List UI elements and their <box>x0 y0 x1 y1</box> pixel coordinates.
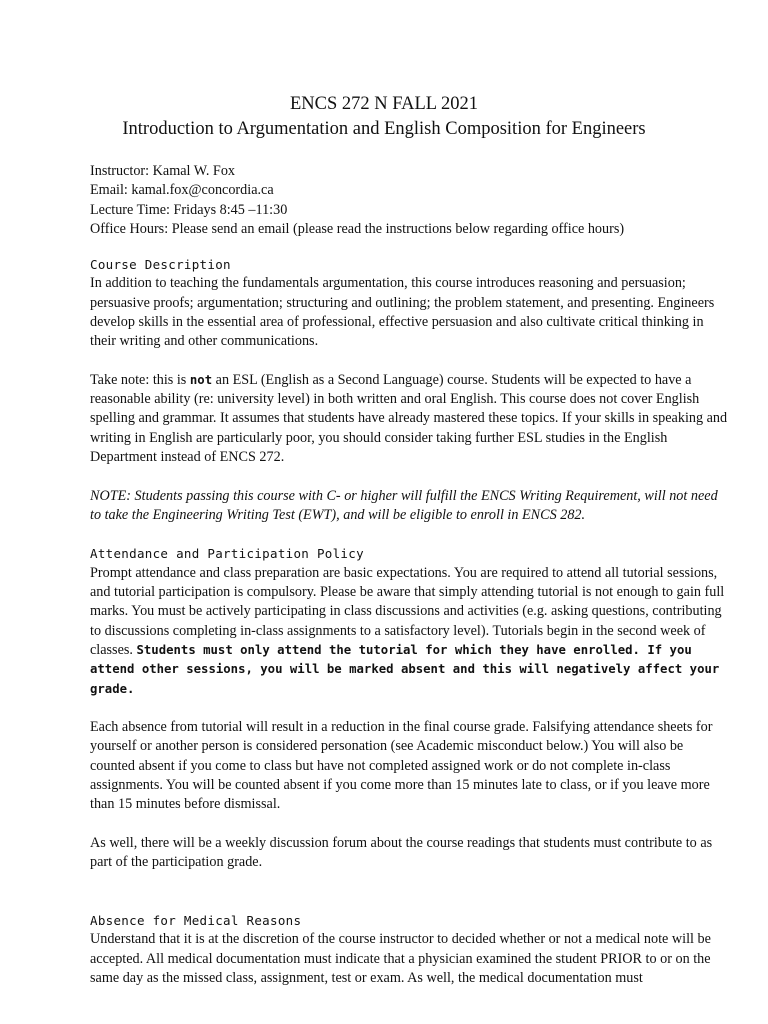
main-content <box>90 255 730 988</box>
attendance-paragraph <box>90 564 730 699</box>
attendance-warning: Students must only attend the tutorial for which they have enrolled. If you attend other sessions, you will be marked absent and this will negatively affect your grade. <box>90 642 720 696</box>
email-line: Email: kamal.fox@concordia.ca <box>90 182 274 199</box>
discussion-forum-paragraph: As well, there will be a weekly discussion forum about the course readings that students must contribute to as part of the participation grade. <box>90 834 713 871</box>
writing-requirement-note: NOTE: Students passing this course with C- or higher will fulfill the ENCS Writing Requirement, will not need to take the Engineering Writing Test (EWT), and will be eligible to enroll in ENCS 282. <box>90 487 718 523</box>
absence-paragraph: Each absence from tutorial will result in a reduction in the final course grade. Falsifying attendance sheets for yourself or another person is considered personation (see Academic misconduct below.) You will also be counted absent if you come to class but have not completed assigned work or do not complete in-class assignments. You will be counted absent if you come more than 15 minutes late to class, or if you leave more than 15 minutes before dismissal. <box>90 719 713 813</box>
instructor-line: Instructor: Kamal W. Fox <box>90 163 236 179</box>
esl-paragraph <box>90 371 730 467</box>
course-description-paragraph: In addition to teaching the fundamentals argumentation, this course introduces reasoning and persuasion; persuasive proofs; argumentation; structuring and outlining; the problem statement, and presenting. Engineers develop skills in the essential area of professional, effective persuasion and also cultivate critical thinking in their writing and other communications. <box>90 275 715 350</box>
esl-text-after: an ESL (English as a Second Language) course. Students will be expected to have a reasonable ability (re: university level) in both written and oral English. This course does not cover English spelling and grammar. It assumes that students have already mastered these topics. If your skills in speaking and writing in English are particularly poor, you should consider taking further ESL studies in the English Department instead of ENCS 272. <box>90 371 728 465</box>
instructor-info <box>90 162 730 239</box>
esl-text-before: Take note: this is <box>90 371 190 388</box>
attendance-text: Prompt attendance and class preparation are basic expectations. You are required to attend all tutorial sessions, and tutorial participation is compulsory. Please be aware that simply attending tutorial is not enough to gain full marks. You must be actively participating in class discussions and activities (e.g. asking questions, contributing to discussions completing in-class assignments to a satisfactory level). Tutorials begin in the second week of classes. <box>90 564 725 658</box>
lecture-time-line: Lecture Time: Fridays 8:45 –11:30 <box>90 201 288 218</box>
medical-paragraph: Understand that it is at the discretion of the course instructor to decided whether or not a medical note will be accepted. All medical documentation must indicate that a physician examined the student PRIOR to or on the same day as the missed class, assignment, test or exam. As well, the medical documentation must <box>90 931 711 986</box>
esl-not-emphasis: not <box>189 372 213 387</box>
office-hours-line: Office Hours: Please send an email (please read the instructions below regarding office hours) <box>90 220 625 237</box>
course-title: ENCS 272 N FALL 2021 <box>289 94 479 114</box>
title-block <box>0 92 768 142</box>
course-description-heading: Course Description <box>90 257 231 272</box>
medical-heading: Absence for Medical Reasons <box>90 913 302 929</box>
course-subtitle: Introduction to Argumentation and English Composition for Engineers <box>122 119 646 139</box>
attendance-heading: Attendance and Participation Policy <box>90 546 364 562</box>
